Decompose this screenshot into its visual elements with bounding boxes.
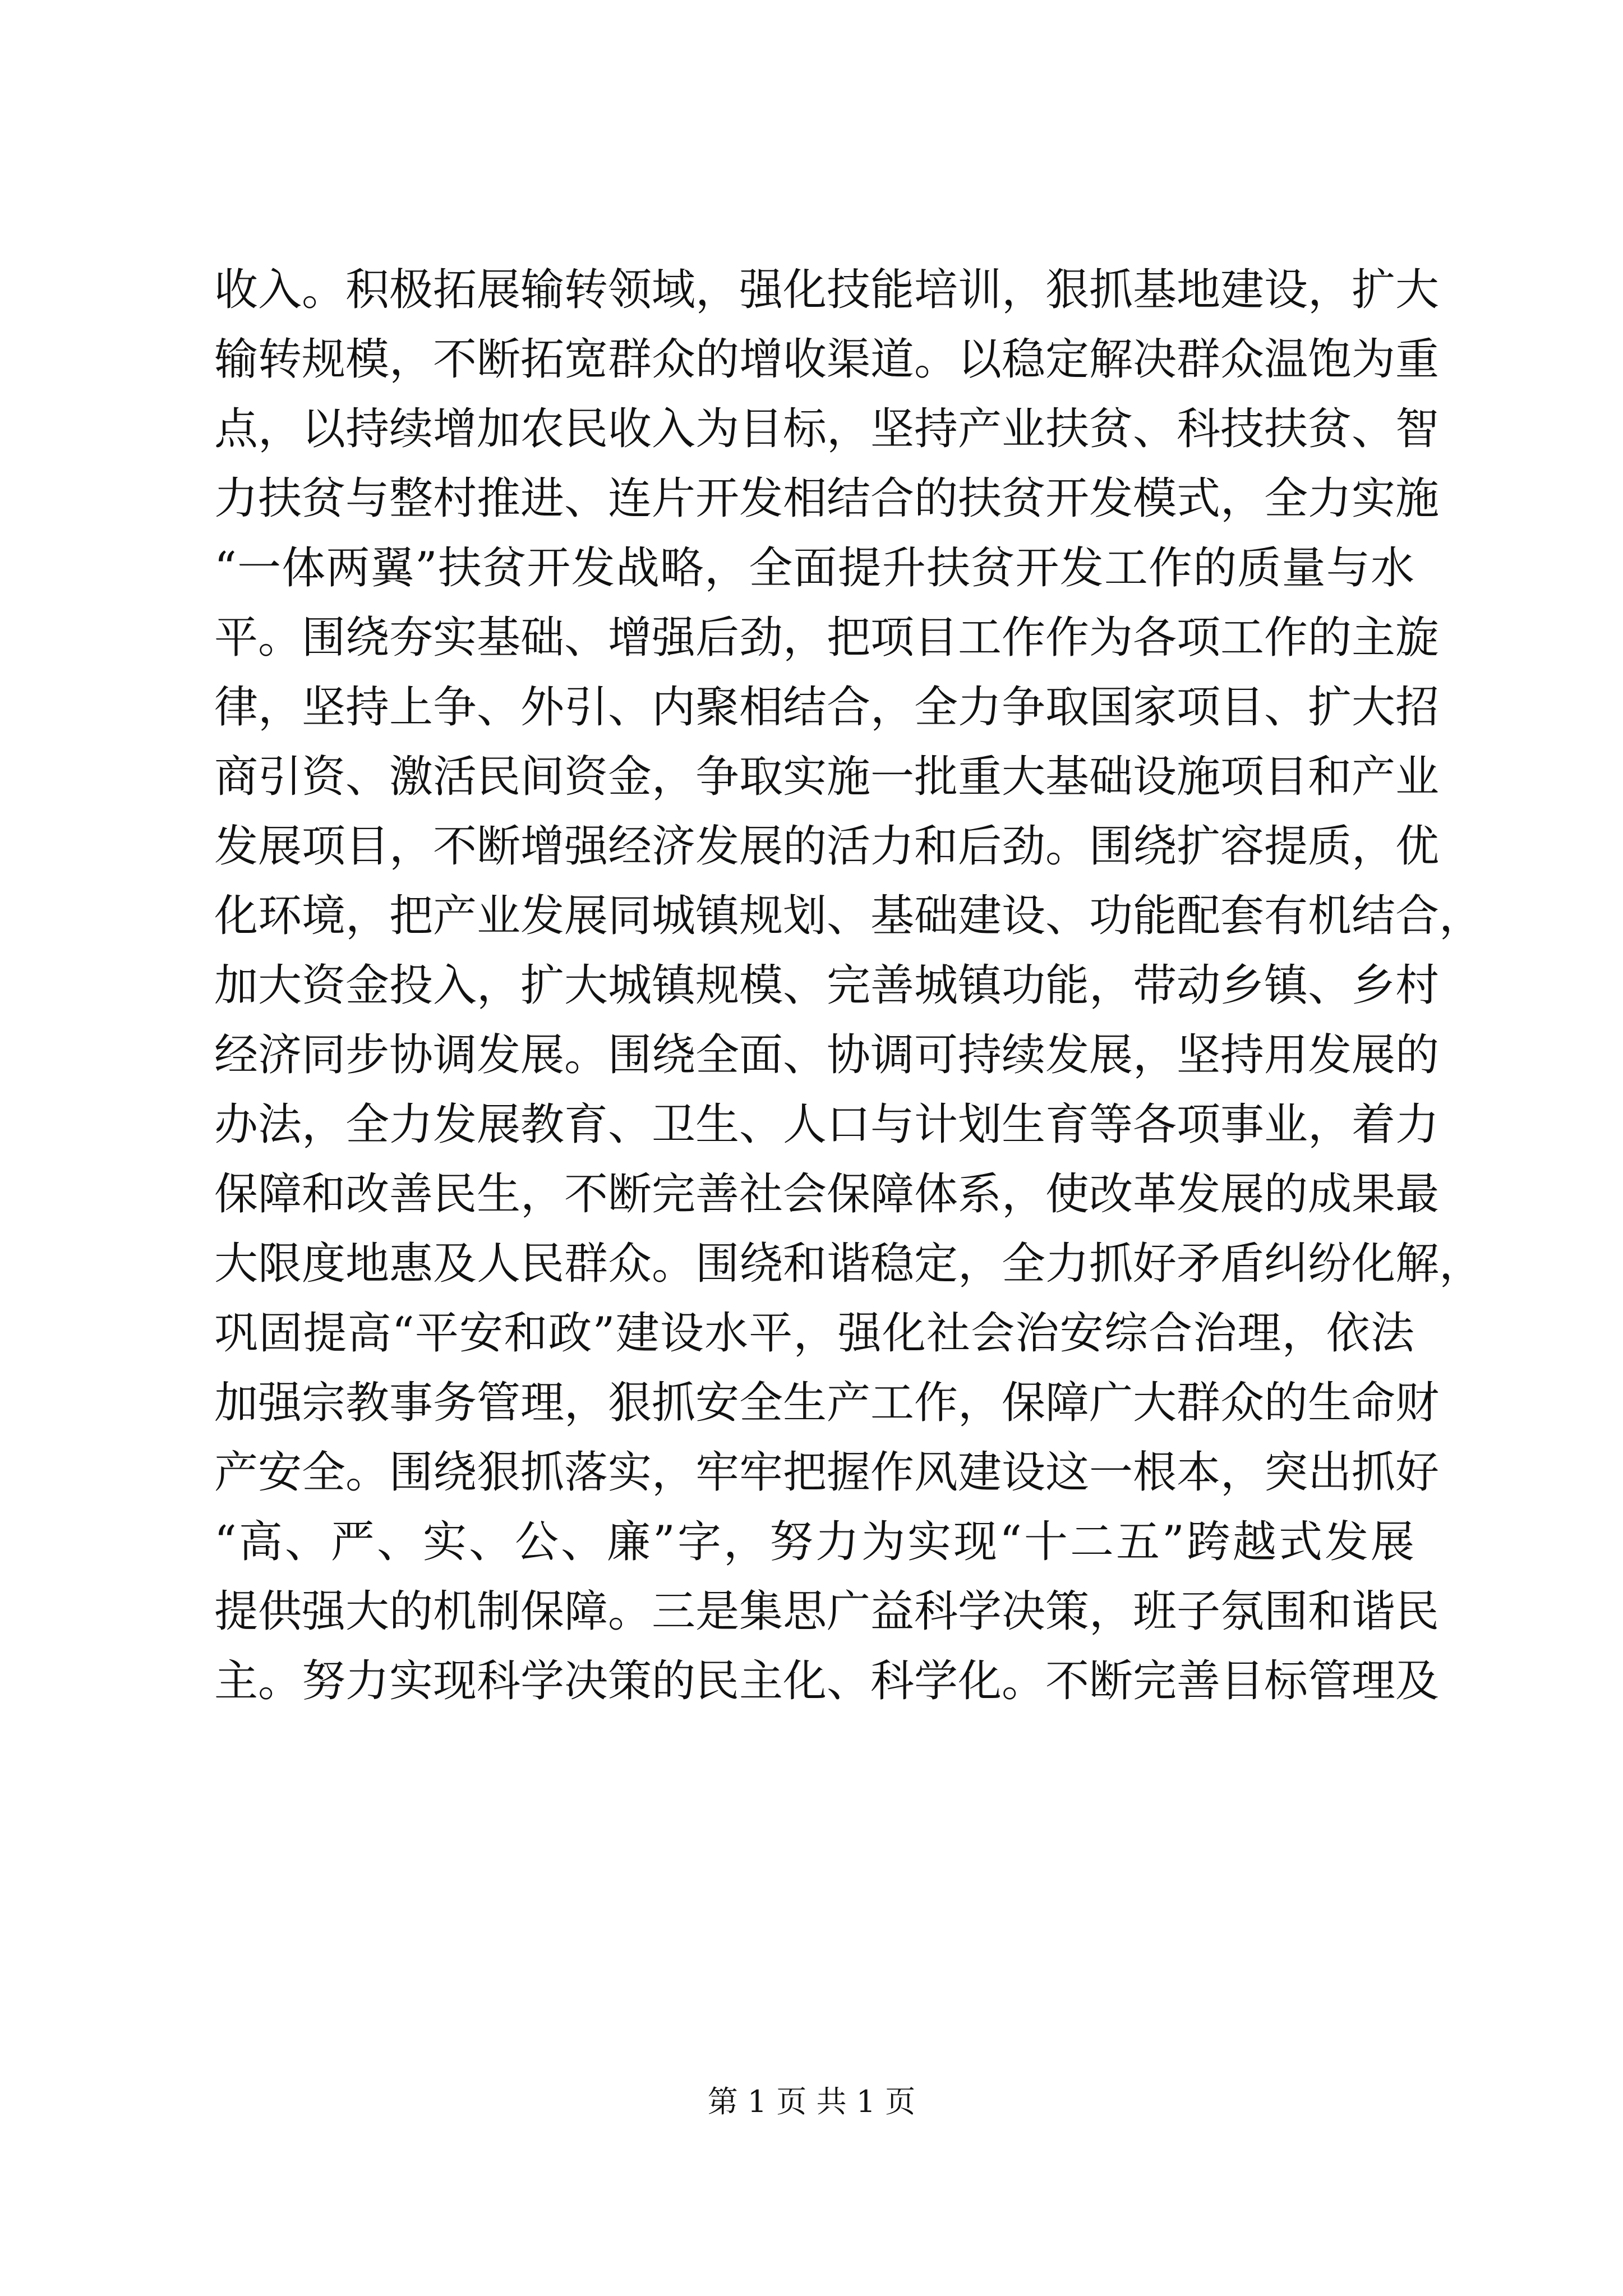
text-line: “一体两翼”扶贫开发战略，全面提升扶贫开发工作的质量与水	[214, 543, 1414, 593]
text-line: 巩固提高“平安和政”建设水平，强化社会治安综合治理，依法	[214, 1308, 1414, 1359]
text-line: 大限度地惠及人民群众。围绕和谐稳定，全力抓好矛盾纠纷化解，	[214, 1239, 1483, 1289]
text-line: 加大资金投入，扩大城镇规模、完善城镇功能，带动乡镇、乡村	[214, 960, 1440, 1011]
text-line: 点，以持续增加农民收入为目标，坚持产业扶贫、科技扶贫、智	[214, 404, 1440, 454]
text-line: 保障和改善民生，不断完善社会保障体系，使改革发展的成果最	[214, 1169, 1440, 1220]
text-line: 律，坚持上争、外引、内聚相结合，全力争取国家项目、扩大招	[214, 682, 1440, 733]
text-line: 发展项目，不断增强经济发展的活力和后劲。围绕扩容提质，优	[214, 821, 1440, 872]
text-line: 平。围绕夯实基础、增强后劲，把项目工作作为各项工作的主旋	[214, 613, 1440, 663]
page-footer: 第 1 页 共 1 页	[707, 2084, 916, 2119]
text-line: 输转规模，不断拓宽群众的增收渠道。以稳定解决群众温饱为重	[214, 334, 1440, 385]
text-line: 加强宗教事务管理，狠抓安全生产工作，保障广大群众的生命财	[214, 1378, 1440, 1428]
text-line: 主。努力实现科学决策的民主化、科学化。不断完善目标管理及	[214, 1656, 1440, 1706]
text-line: 化环境，把产业发展同城镇规划、基础建设、功能配套有机结合，	[214, 891, 1483, 941]
text-line: 收入。积极拓展输转领域，强化技能培训，狠抓基地建设，扩大	[214, 265, 1440, 315]
text-line: 产安全。围绕狠抓落实，牢牢把握作风建设这一根本，突出抓好	[214, 1447, 1440, 1498]
text-line: 办法，全力发展教育、卫生、人口与计划生育等各项事业，着力	[214, 1099, 1440, 1150]
body-text	[214, 255, 1483, 1716]
text-line: 商引资、激活民间资金，争取实施一批重大基础设施项目和产业	[214, 752, 1440, 802]
text-line: 力扶贫与整村推进、连片开发相结合的扶贫开发模式，全力实施	[214, 473, 1440, 524]
text-line: “高、严、实、公、廉”字，努力为实现“十二五”跨越式发展	[214, 1517, 1414, 1567]
text-line: 经济同步协调发展。围绕全面、协调可持续发展，坚持用发展的	[214, 1030, 1440, 1080]
text-line: 提供强大的机制保障。三是集思广益科学决策，班子氛围和谐民	[214, 1586, 1440, 1637]
